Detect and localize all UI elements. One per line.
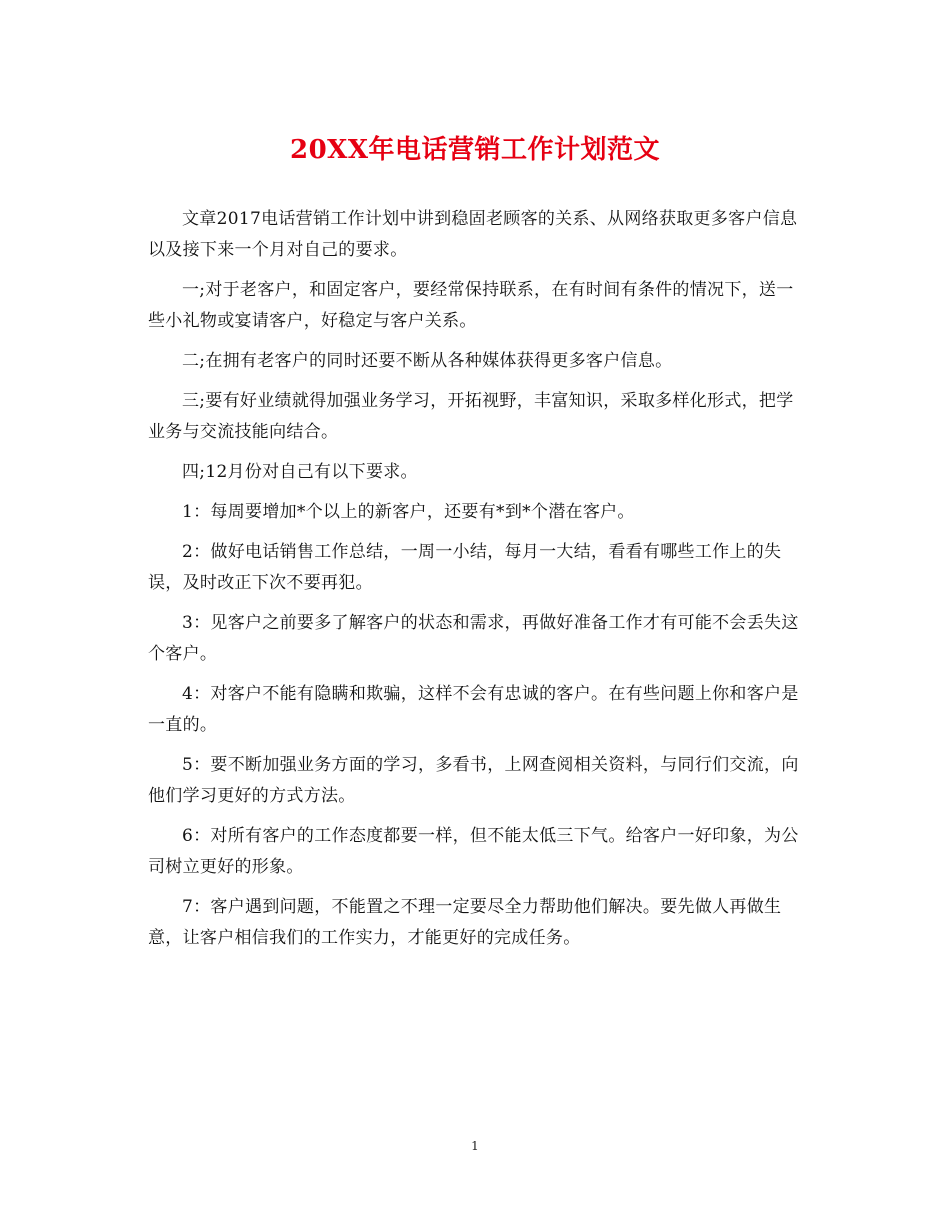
paragraph-item-2: 2：做好电话销售工作总结，一周一小结，每月一大结，看看有哪些工作上的失误，及时改正下次不要再犯。 [148,542,782,593]
document-body [148,204,800,963]
paragraph-intro: 文章2017电话营销工作计划中讲到稳固老顾客的关系、从网络获取更多客户信息以及接下来一个月对自己的要求。 [148,209,798,260]
page-number: 1 [471,1139,479,1153]
paragraph-item-6: 6：对所有客户的工作态度都要一样，但不能太低三下气。给客户一好印象，为公司树立更好的形象。 [148,826,799,877]
paragraph-item-3: 3：见客户之前要多了解客户的状态和需求，再做好准备工作才有可能不会丢失这个客户。 [148,613,799,664]
paragraph-point-3: 三;要有好业绩就得加强业务学习，开拓视野，丰富知识，采取多样化形式，把学业务与交流技能向结合。 [148,391,794,442]
paragraph-item-1: 1：每周要增加*个以上的新客户，还要有*到*个潜在客户。 [182,502,635,522]
paragraph-item-4: 4：对客户不能有隐瞒和欺骗，这样不会有忠诚的客户。在有些问题上你和客户是一直的。 [148,684,799,735]
document-title: 20XX年电话营销工作计划范文 [289,135,661,165]
paragraph-point-4: 四;12月份对自己有以下要求。 [182,462,418,482]
paragraph-item-5: 5：要不断加强业务方面的学习，多看书，上网查阅相关资料，与同行们交流，向他们学习更好的方式方法。 [148,755,799,806]
paragraph-point-1: 一;对于老客户，和固定客户，要经常保持联系，在有时间有条件的情况下，送一些小礼物或宴请客户，好稳定与客户关系。 [148,280,794,331]
paragraph-point-2: 二;在拥有老客户的同时还要不断从各种媒体获得更多客户信息。 [182,351,673,371]
paragraph-item-7: 7：客户遇到问题，不能置之不理一定要尽全力帮助他们解决。要先做人再做生意，让客户相信我们的工作实力，才能更好的完成任务。 [148,897,782,948]
